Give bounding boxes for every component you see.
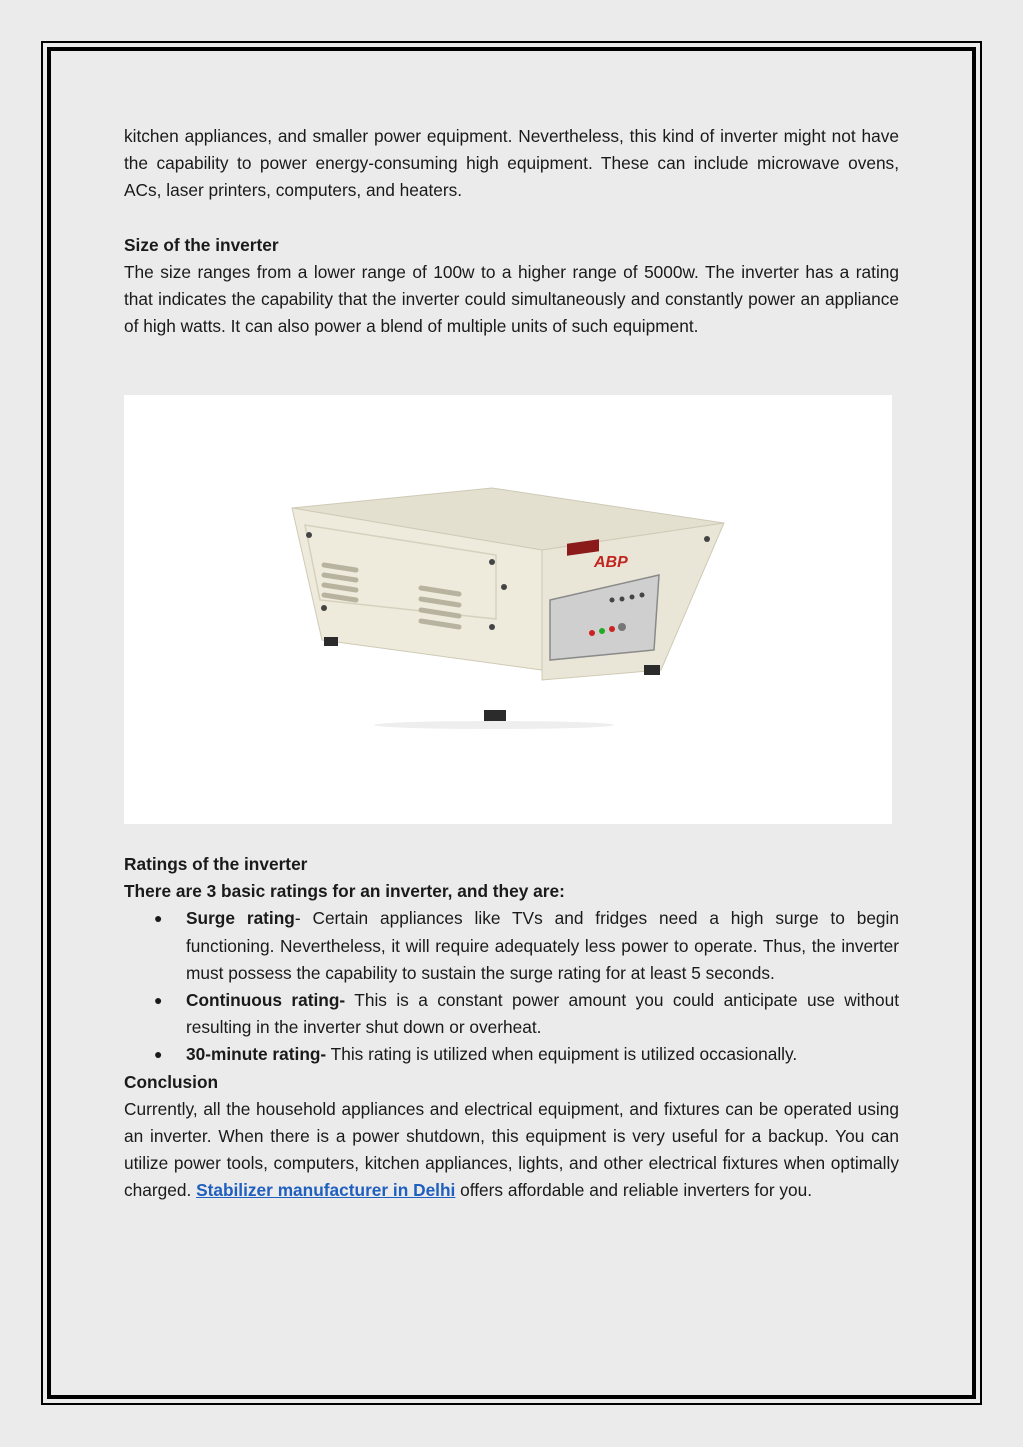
size-paragraph: The size ranges from a lower range of 100w to a higher range of 5000w. The inverter has a rating that indicates the capability that the inverter could simultaneously and constantly power an appliance of high watts. It can also power a blend of multiple units of such equipment.: [124, 261, 899, 337]
stabilizer-manufacturer-link[interactable]: Stabilizer manufacturer in Delhi: [196, 1180, 456, 1201]
conclusion-text: Currently, all the household appliances and electrical equipment, and fixtures can be operated using an inverter. When there is a power shutdown, this equipment is very useful for a backup. You can utilize power tools, computers, kitchen appliances, lights, and other electrical fixtures when optimally charged.: [124, 1098, 899, 1201]
bullet-icon: ●: [154, 992, 163, 1009]
list-item: [124, 905, 899, 987]
conclusion-text-end: offers affordable and reliable inverters for you.: [455, 1180, 813, 1201]
intro-paragraph: kitchen appliances, and smaller power equipment. Nevertheless, this kind of inverter might not have the capability to power energy-consuming high equipment. These can include microwave ovens, ACs, laser printers, computers, and heaters.: [124, 126, 899, 201]
brand-logo: ABP: [594, 554, 628, 571]
ratings-heading: Ratings of the inverter: [124, 854, 308, 874]
ratings-list: [124, 905, 899, 1068]
document-body: [124, 123, 899, 340]
rating-term: 30-minute rating-: [186, 1044, 327, 1065]
rating-text: This rating is utilized when equipment is utilized occasionally.: [326, 1044, 798, 1065]
bullet-icon: ●: [154, 1046, 163, 1063]
ratings-subheading: There are 3 basic ratings for an inverter, and they are:: [124, 881, 565, 902]
inverter-photo: [124, 395, 892, 824]
rating-term: Continuous rating-: [186, 990, 346, 1011]
size-heading: Size of the inverter: [124, 234, 279, 255]
list-item: [124, 1041, 899, 1068]
conclusion-heading: Conclusion: [124, 1071, 219, 1092]
list-item: [124, 987, 899, 1041]
rating-text: This is a constant power amount you could anticipate use without resulting in the inverter shut down or overheat.: [186, 990, 900, 1038]
rating-term: Surge rating: [186, 908, 295, 929]
rating-text: - Certain appliances like TVs and fridges need a high surge to begin functioning. Nevertheless, it will require adequately less power to operate. Thus, the inverter must possess the capability to sustain the surge rating for at least 5 seconds.: [186, 908, 899, 983]
ratings-section: [124, 851, 899, 1205]
bullet-icon: ●: [154, 910, 163, 927]
conclusion-paragraph: [124, 1096, 899, 1205]
